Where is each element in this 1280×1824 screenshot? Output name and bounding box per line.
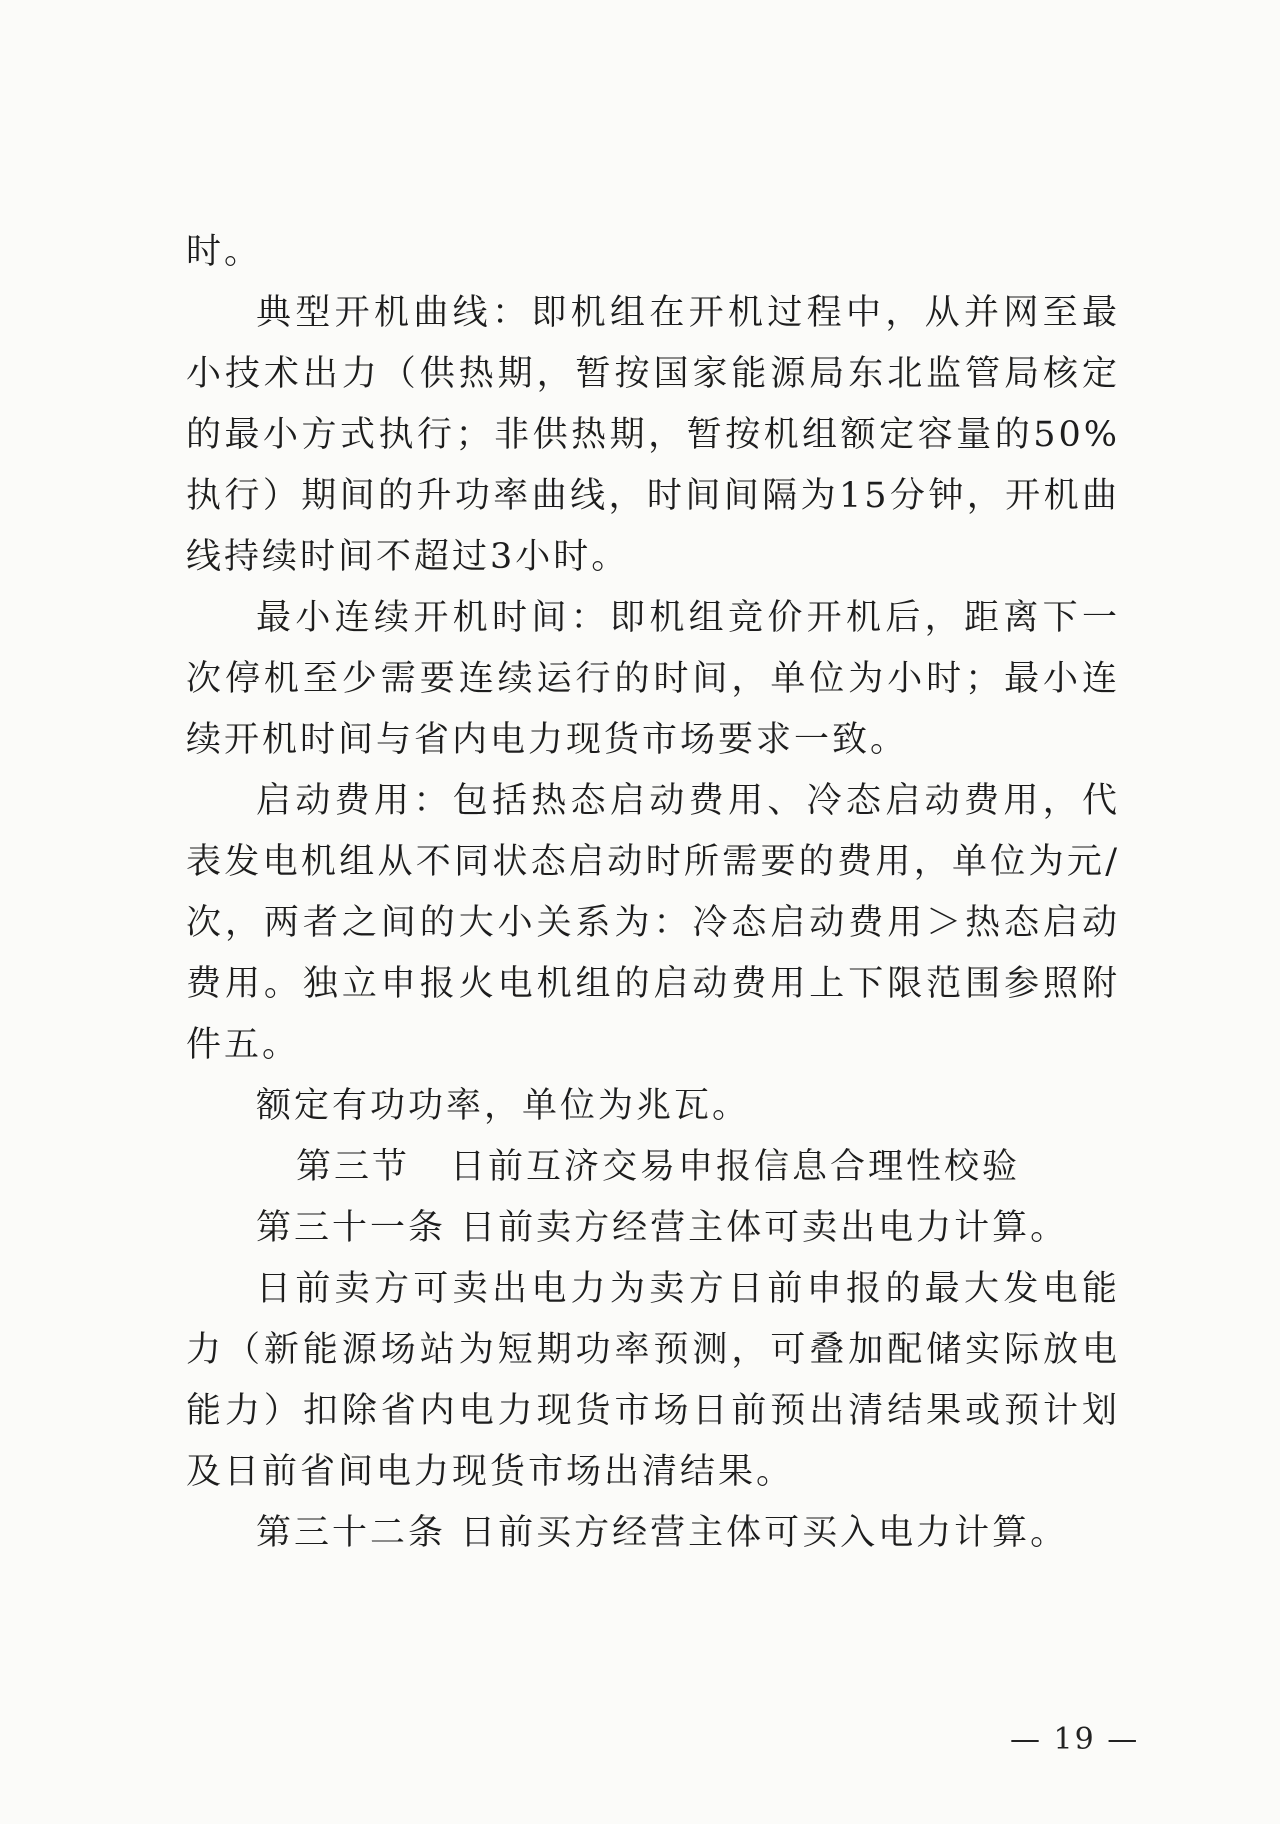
page-number: — 19 — (1010, 1722, 1140, 1757)
article-32-heading: 第三十二条 日前买方经营主体可买入电力计算。 (256, 1513, 1069, 1553)
paragraph-continuation: 时。 (186, 232, 263, 272)
section-heading (186, 1137, 1120, 1198)
section-title: 日前互济交易申报信息合理性校验 (450, 1147, 1021, 1187)
section-number: 第三节 (295, 1147, 410, 1187)
paragraph-rated-power: 额定有功功率，单位为兆瓦。 (256, 1086, 751, 1126)
paragraph-seller-capacity: 日前卖方可卖出电力为卖方日前申报的最大发电能力（新能源场站为短期功率预测，可叠加配储实际放电能力）扣除省内电力现货市场日前预出清结果或预计划及日前省间电力现货市场出清结果。 (186, 1269, 1120, 1492)
article-31-heading: 第三十一条 日前卖方经营主体可卖出电力计算。 (256, 1208, 1069, 1248)
paragraph-startup-cost: 启动费用：包括热态启动费用、冷态启动费用，代表发电机组从不同状态启动时所需要的费用，单位为元/次，两者之间的大小关系为：冷态启动费用＞热态启动费用。独立申报火电机组的启动费用上下限范围参照附件五。 (186, 781, 1120, 1065)
body-text (186, 222, 1120, 1564)
paragraph-typical-startup-curve: 典型开机曲线：即机组在开机过程中，从并网至最小技术出力（供热期，暂按国家能源局东北监管局核定的最小方式执行；非供热期，暂按机组额定容量的50%执行）期间的升功率曲线，时间间隔为15分钟，开机曲线持续时间不超过3小时。 (186, 293, 1120, 577)
paragraph-min-continuous-runtime: 最小连续开机时间：即机组竞价开机后，距离下一次停机至少需要连续运行的时间，单位为小时；最小连续开机时间与省内电力现货市场要求一致。 (186, 598, 1120, 760)
